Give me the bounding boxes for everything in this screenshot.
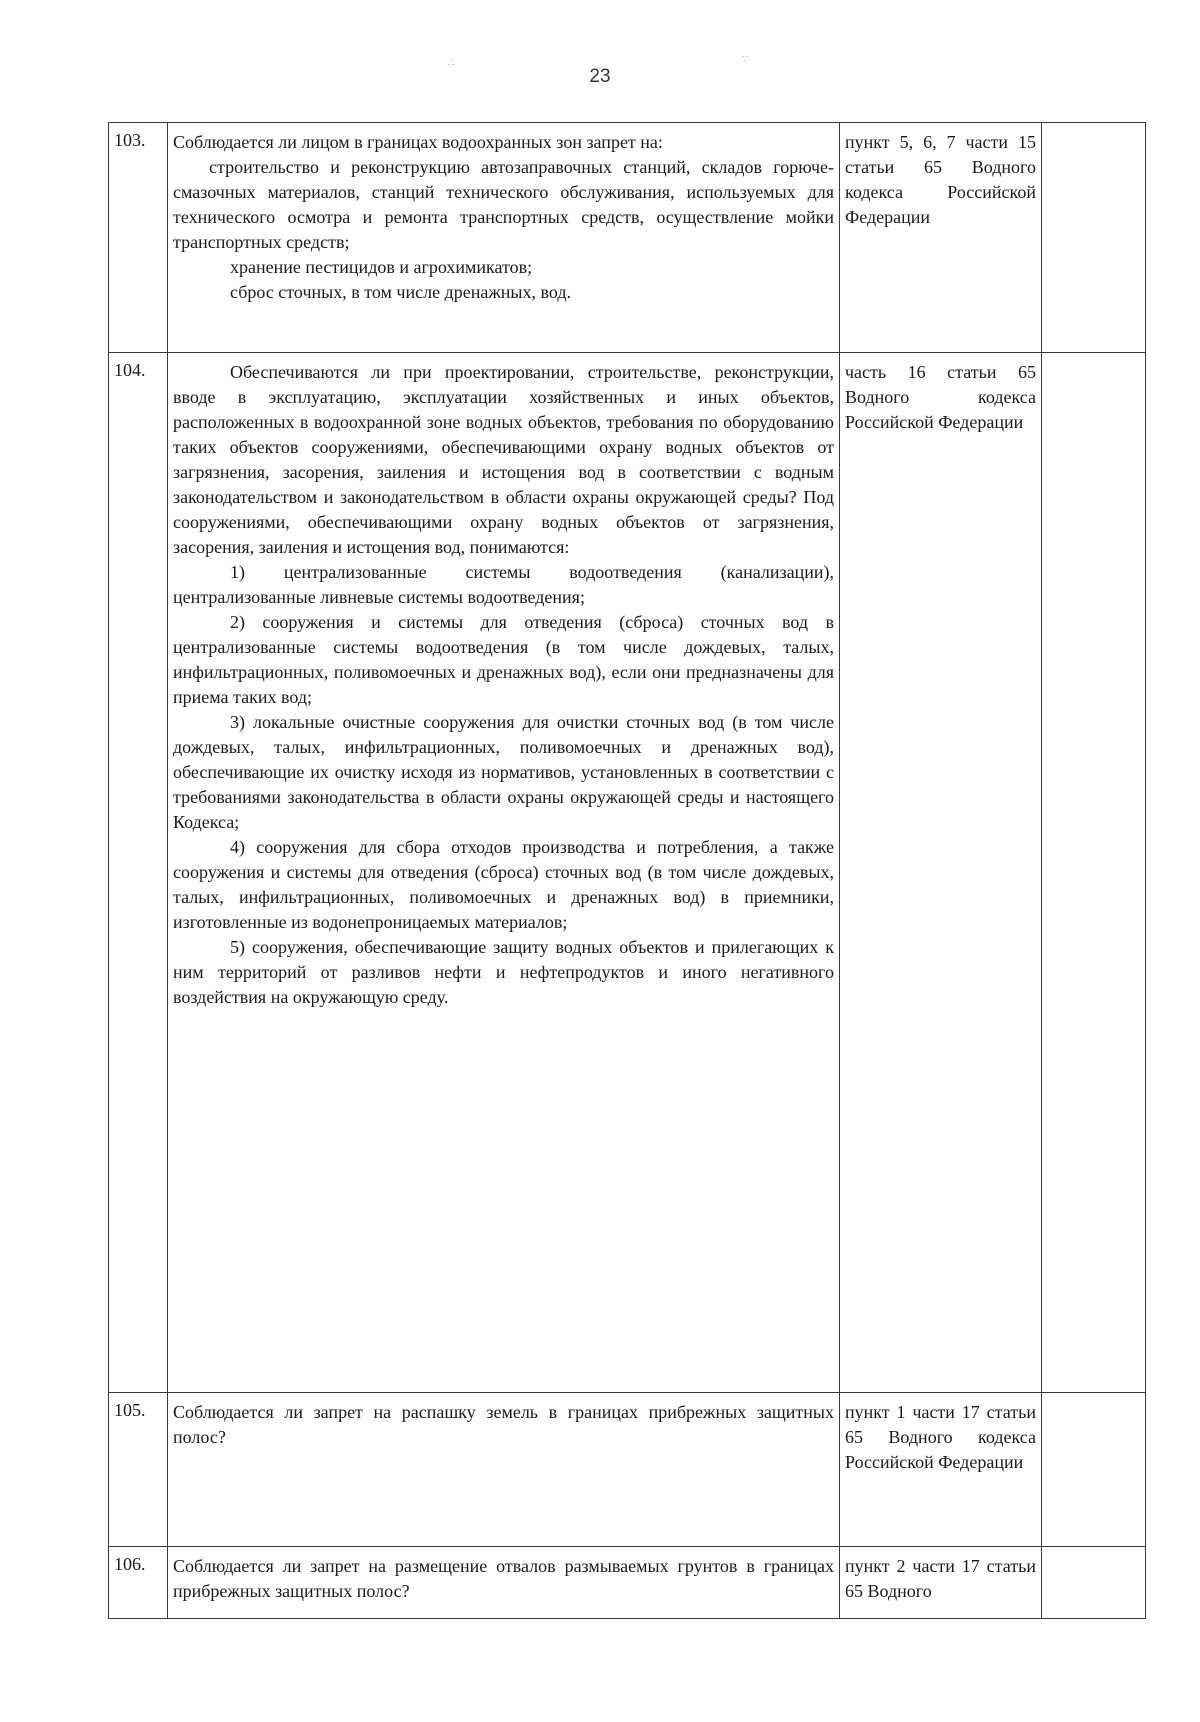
- question-cell: [168, 1547, 840, 1619]
- row-number: 106.: [109, 1547, 168, 1619]
- legal-reference: пункт 1 части 17 статьи 65 Водного кодекса Российской Федерации: [845, 1402, 1036, 1472]
- scan-speck: ∵: [742, 54, 749, 65]
- page-number: 23: [589, 66, 611, 87]
- mark-cell[interactable]: [1042, 123, 1146, 353]
- mark-cell[interactable]: [1042, 1547, 1146, 1619]
- reference-cell: [840, 1547, 1042, 1619]
- question-text: 2) сооружения и системы для отведения (сброса) сточных вод в централизованные системы водоотведения (в том числе дождевых, талых, инфильтрационных, поливомоечных и дренажных вод), если они предназначены для приема таких вод;: [173, 612, 834, 707]
- reference-cell: [840, 353, 1042, 1393]
- table-row: [109, 1393, 1146, 1547]
- reference-cell: [840, 123, 1042, 353]
- legal-reference: часть 16 статьи 65 Водного кодекса Российской Федерации: [845, 362, 1036, 432]
- checklist-table: [108, 122, 1146, 1619]
- table-row: [109, 123, 1146, 353]
- question-text: хранение пестицидов и агрохимикатов;: [230, 257, 533, 277]
- reference-cell: [840, 1393, 1042, 1547]
- question-text: 1) централизованные системы водоотведения (канализации), централизованные ливневые системы водоотведения;: [173, 562, 834, 607]
- table-row: [109, 353, 1146, 1393]
- question-text: 4) сооружения для сбора отходов производства и потребления, а также сооружения и системы для отведения (сброса) сточных вод (в том числе дождевых, талых, инфильтрационных, поливомоечных и дренажных вод) в приемники, изготовленные из водонепроницаемых материалов;: [173, 837, 834, 932]
- question-text: 5) сооружения, обеспечивающие защиту водных объектов и прилегающих к ним территорий от разливов нефти и нефтепродуктов и иного негативного воздействия на окружающую среду.: [173, 937, 834, 1007]
- question-cell: [168, 1393, 840, 1547]
- mark-cell[interactable]: [1042, 353, 1146, 1393]
- legal-reference: пункт 5, 6, 7 части 15 статьи 65 Водного кодекса Российской Федерации: [845, 132, 1036, 227]
- question-text: Соблюдается ли запрет на размещение отвалов размываемых грунтов в границах прибрежных защитных полос?: [173, 1556, 834, 1601]
- question-text: Обеспечиваются ли при проектировании, строительстве, реконструкции, вводе в эксплуатацию, эксплуатации хозяйственных и иных объектов, расположенных в водоохранной зоне водных объектов, требования по оборудованию таких объектов сооружениями, обеспечивающими охрану водных объектов от загрязнения, засорения, заиления и истощения вод в соответствии с водным законодательством и законодательством в области охраны окружающей среды? Под сооружениями, обеспечивающими охрану водных объектов от загрязнения, засорения, заиления и истощения вод, понимаются:: [173, 362, 834, 557]
- row-number: 103.: [109, 123, 168, 353]
- question-text: строительство и реконструкцию автозаправочных станций, складов горюче-смазочных материалов, станций технического обслуживания, используемых для технического осмотра и ремонта транспортных средств, осуществление мойки транспортных средств;: [173, 157, 834, 252]
- question-text: Соблюдается ли запрет на распашку земель в границах прибрежных защитных полос?: [173, 1402, 834, 1447]
- question-text: 3) локальные очистные сооружения для очистки сточных вод (в том числе дождевых, талых, инфильтрационных, поливомоечных и дренажных вод), обеспечивающие их очистку исходя из нормативов, установленных в соответствии с требованиями законодательства в области охраны окружающей среды и настоящего Кодекса;: [173, 712, 834, 832]
- row-number: 105.: [109, 1393, 168, 1547]
- legal-reference: пункт 2 части 17 статьи 65 Водного: [845, 1556, 1036, 1601]
- question-text: сброс сточных, в том числе дренажных, вод.: [230, 282, 572, 302]
- row-number: 104.: [109, 353, 168, 1393]
- scan-speck: ∴: [448, 58, 455, 69]
- mark-cell[interactable]: [1042, 1393, 1146, 1547]
- question-text: Соблюдается ли лицом в границах водоохранных зон запрет на:: [173, 132, 663, 152]
- question-cell: [168, 353, 840, 1393]
- question-cell: [168, 123, 840, 353]
- table-row: [109, 1547, 1146, 1619]
